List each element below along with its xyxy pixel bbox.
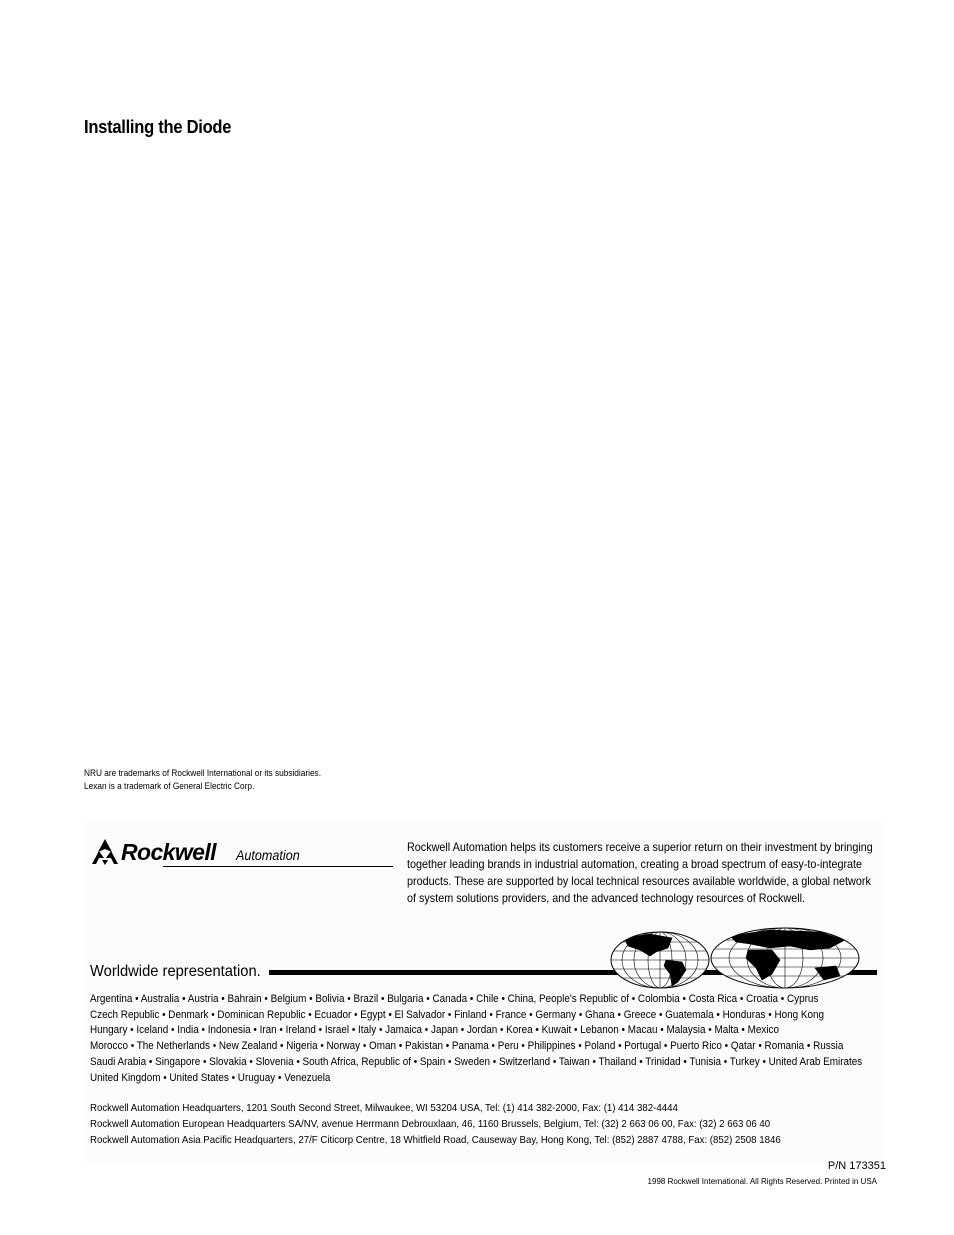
copyright-notice: 1998 Rockwell International. All Rights Reserved. Printed in USA	[647, 1177, 877, 1186]
country-line: Saudi Arabia • Singapore • Slovakia • Slovenia • South Africa, Republic of • Spain • Sweden • Switzerland • Taiwan • Thailand • Trinidad • Tunisia • Turkey • United Arab Emirates	[90, 1055, 863, 1068]
country-line: Argentina • Australia • Austria • Bahrain • Belgium • Bolivia • Brazil • Bulgaria • Canada • Chile • China, People's Republic of • Colombia • Costa Rica • Croatia • Cyprus	[90, 993, 819, 1005]
world-globes-icon	[610, 926, 860, 990]
headquarters-line: Rockwell Automation Asia Pacific Headquarters, 27/F Citicorp Centre, 18 Whitfield Road, Causeway Bay, Hong Kong, Tel: (852) 2887 4788, Fax: (852) 2508 1846	[90, 1134, 781, 1146]
country-line: Morocco • The Netherlands • New Zealand • Nigeria • Norway • Oman • Pakistan • Panama • Peru • Philippines • Poland • Portugal • Puerto Rico • Qatar • Romania • Russia	[90, 1040, 844, 1053]
country-line: Czech Republic • Denmark • Dominican Republic • Ecuador • Egypt • El Salvador • Finland • France • Germany • Ghana • Greece • Guatemala • Honduras • Hong Kong	[90, 1008, 825, 1021]
headquarters-list	[90, 1100, 844, 1148]
logo-wordmark: Rockwell	[121, 839, 216, 865]
blurb-line: of system solutions providers, and the advanced technology resources of Rockwell.	[407, 891, 806, 905]
trademark-line: Lexan is a trademark of General Electric Corp.	[84, 781, 255, 791]
blurb-line: together leading brands in industrial automation, creating a broad spectrum of easy-to-integrate	[407, 857, 863, 871]
section-title: Installing the Diode	[84, 117, 232, 137]
rockwell-logo-icon	[90, 838, 120, 866]
trademark-notice	[84, 767, 321, 793]
trademark-line: NRU are trademarks of Rockwell International or its subsidiaries.	[84, 768, 322, 778]
country-list	[90, 992, 878, 1086]
logo-underline	[163, 866, 393, 867]
country-line: Hungary • Iceland • India • Indonesia • Iran • Ireland • Israel • Italy • Jamaica • Japan • Jordan • Korea • Kuwait • Lebanon • Macau • Malaysia • Malta • Mexico	[90, 1024, 780, 1037]
blurb-line: Rockwell Automation helps its customers receive a superior return on their investment by bringing	[407, 840, 873, 854]
headquarters-line: Rockwell Automation European Headquarters SA/NV, avenue Herrmann Debrouxlaan, 46, 1160 Brussels, Belgium, Tel: (32) 2 663 06 00, Fax: (32) 2 663 06 40	[90, 1118, 771, 1130]
part-number: P/N 173351	[827, 1160, 886, 1172]
logo-subtitle: Automation	[236, 847, 300, 863]
worldwide-title: Worldwide representation.	[90, 963, 261, 980]
company-blurb	[407, 839, 875, 907]
country-line: United Kingdom • United States • Uruguay • Venezuela	[90, 1071, 331, 1084]
blurb-line: products. These are supported by local technical resources available worldwide, a global network	[407, 874, 871, 888]
headquarters-line: Rockwell Automation Headquarters, 1201 South Second Street, Milwaukee, WI 53204 USA, Tel: (1) 414 382-2000, Fax: (1) 414 382-4444	[90, 1102, 678, 1114]
